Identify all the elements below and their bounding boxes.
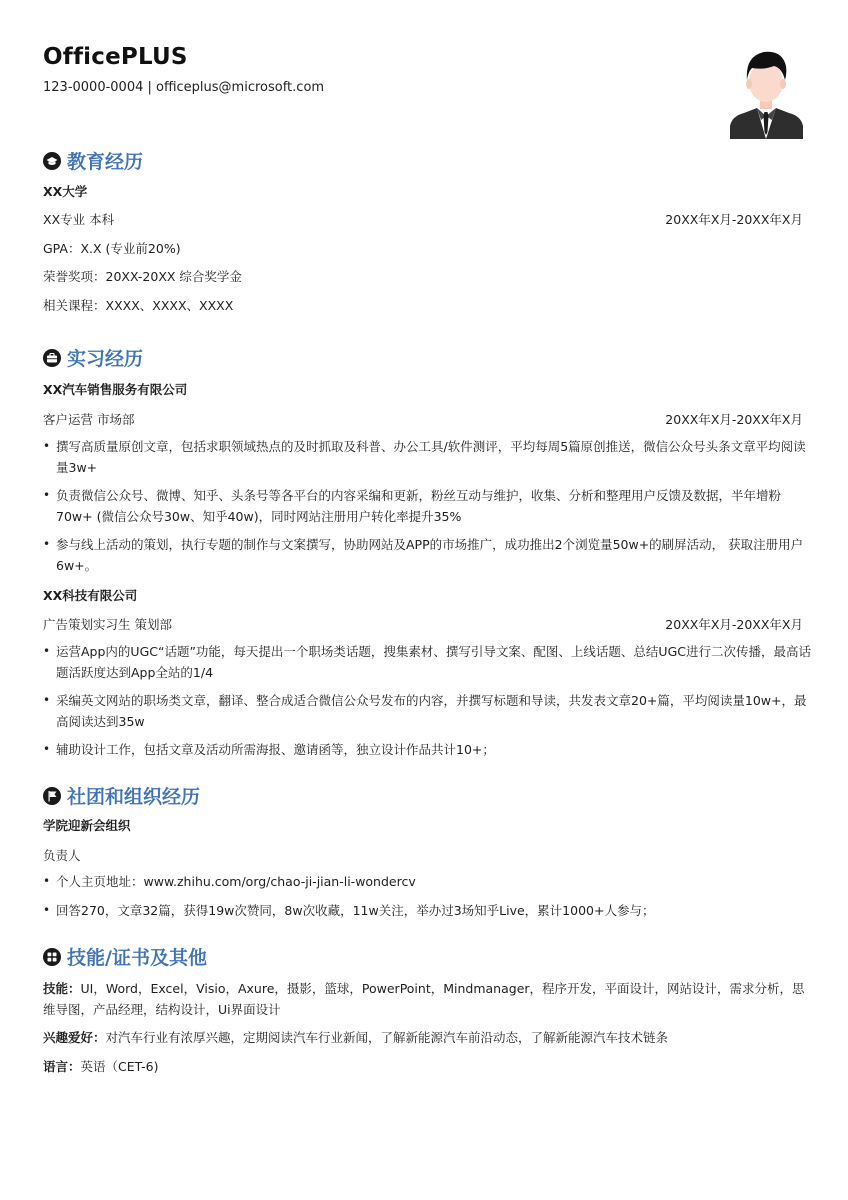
school-name: XX大学 xyxy=(43,184,88,199)
org-role: 负责人 xyxy=(43,848,81,863)
gpa: GPA：X.X (专业前20%) xyxy=(43,241,181,256)
education-header xyxy=(43,147,143,174)
job-bullet: • 参与线上活动的策划，执行专题的制作与文案撰写，协助网站及APP的市场推广，成功推出2个浏览量50w+的刷屏活动， 获取注册用户6w+。 xyxy=(43,534,813,576)
major-degree: XX专业 本科 xyxy=(43,212,115,227)
job-bullet: • 辅助设计工作，包括文章及活动所需海报、邀请函等，独立设计作品共计10+； xyxy=(43,739,813,760)
briefcase-icon xyxy=(43,349,61,367)
skills-header xyxy=(43,943,207,970)
education-date: 20XX年X月-20XX年X月 xyxy=(665,212,803,227)
section-title-skills: 技能/证书及其他 xyxy=(67,947,207,969)
graduation-cap-icon xyxy=(43,152,61,170)
skills-label: 技能： xyxy=(43,981,81,996)
skills-line xyxy=(43,978,813,1020)
skills-text: UI，Word，Excel，Visio，Axure，摄影，篮球，PowerPoint，Mindmanager，程序开发，平面设计，网站设计，需求分析，思维导图，产品经理，结构设计，Ui界面设计 xyxy=(43,981,805,1017)
club-bullet: • 回答270，文章32篇，获得19w次赞同，8w次收藏，11w关注，举办过3场知乎Live，累计1000+人参与； xyxy=(43,900,813,921)
org-name: 学院迎新会组织 xyxy=(43,818,131,833)
language-label: 语言： xyxy=(43,1059,81,1074)
section-title-education: 教育经历 xyxy=(67,151,144,173)
section-title-internship: 实习经历 xyxy=(67,348,144,370)
job-bullet: • 撰写高质量原创文章，包括求职领域热点的及时抓取及科普、办公工具/软件测评，平均每周5篇原创推送，微信公众号头条文章平均阅读量3w+ xyxy=(43,436,813,478)
honor: 荣誉奖项：20XX-20XX 综合奖学金 xyxy=(43,269,242,284)
job-role: 客户运营 市场部 xyxy=(43,412,135,427)
language-line xyxy=(43,1056,813,1077)
grid-icon xyxy=(43,948,61,966)
courses: 相关课程：XXXX、XXXX、XXXX xyxy=(43,298,234,313)
language-text: 英语（CET-6) xyxy=(80,1059,159,1074)
contact-info: 123-0000-0004 | officeplus@microsoft.com xyxy=(43,80,325,95)
flag-icon xyxy=(43,787,61,805)
company-name: XX科技有限公司 xyxy=(43,588,138,603)
job-bullet: • 运营App内的UGC“话题”功能，每天提出一个职场类话题，搜集素材、撰写引导文案、配图、上线话题、总结UGC进行二次传播，最高话题活跃度达到App全站的1/4 xyxy=(43,641,813,683)
hobby-text: 对汽车行业有浓厚兴趣，定期阅读汽车行业新闻，了解新能源汽车前沿动态，了解新能源汽车技术链条 xyxy=(105,1030,669,1045)
club-header xyxy=(43,782,200,809)
company-name: XX汽车销售服务有限公司 xyxy=(43,382,188,397)
section-title-club: 社团和组织经历 xyxy=(67,786,201,808)
resume-name: OfficePLUS xyxy=(43,44,188,70)
job-date: 20XX年X月-20XX年X月 xyxy=(665,617,803,632)
hobby-line xyxy=(43,1027,813,1048)
avatar xyxy=(730,46,803,139)
hobby-label: 兴趣爱好： xyxy=(43,1030,106,1045)
internship-header xyxy=(43,344,143,371)
club-bullet: • 个人主页地址：www.zhihu.com/org/chao-ji-jian-li-wondercv xyxy=(43,871,813,892)
job-date: 20XX年X月-20XX年X月 xyxy=(665,412,803,427)
job-bullet: • 采编英文网站的职场类文章，翻译、整合成适合微信公众号发布的内容，并撰写标题和导读，共发表文章20+篇，平均阅读量10w+，最高阅读达到35w xyxy=(43,690,813,732)
job-role: 广告策划实习生 策划部 xyxy=(43,617,172,632)
job-bullet: • 负责微信公众号、微博、知乎、头条号等各平台的内容采编和更新，粉丝互动与维护，收集、分析和整理用户反馈及数据，半年增粉70w+ (微信公众号30w、知乎40w)，同时网站注册用户转化率提升35% xyxy=(43,485,813,527)
